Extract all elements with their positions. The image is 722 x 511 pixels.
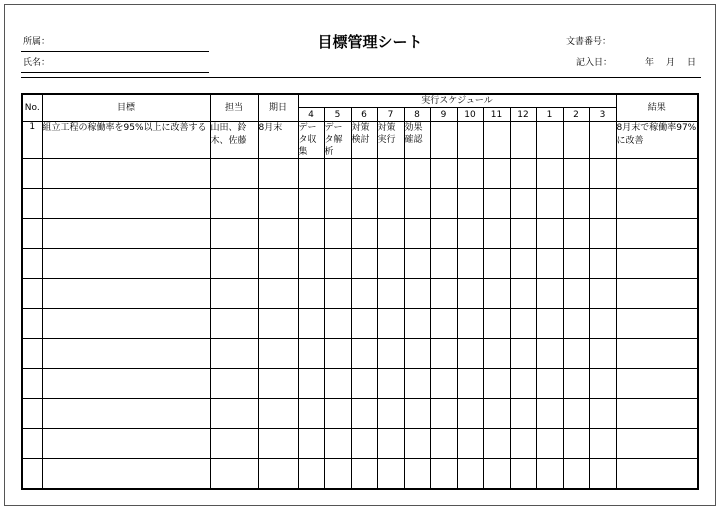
schedule-cell[interactable] bbox=[536, 309, 563, 339]
owner-cell[interactable] bbox=[210, 159, 258, 189]
year-label: 年 bbox=[645, 58, 655, 68]
table-row bbox=[22, 459, 698, 490]
schedule-cell[interactable] bbox=[563, 159, 589, 189]
schedule-cell[interactable] bbox=[457, 189, 483, 219]
month-header: 8 bbox=[404, 108, 430, 122]
schedule-cell[interactable] bbox=[324, 399, 351, 429]
deadline-cell[interactable] bbox=[258, 369, 298, 399]
goal-cell[interactable] bbox=[42, 159, 210, 189]
schedule-cell[interactable] bbox=[589, 429, 616, 459]
schedule-cell[interactable]: 対策検討 bbox=[351, 122, 377, 159]
schedule-cell[interactable] bbox=[536, 339, 563, 369]
schedule-cell[interactable] bbox=[536, 219, 563, 249]
schedule-cell[interactable] bbox=[563, 399, 589, 429]
deadline-cell[interactable] bbox=[258, 339, 298, 369]
month-header: 9 bbox=[430, 108, 457, 122]
schedule-cell[interactable] bbox=[351, 279, 377, 309]
schedule-cell[interactable] bbox=[298, 279, 324, 309]
schedule-cell[interactable] bbox=[298, 219, 324, 249]
schedule-cell[interactable] bbox=[377, 279, 404, 309]
schedule-cell[interactable] bbox=[404, 309, 430, 339]
schedule-cell[interactable] bbox=[536, 159, 563, 189]
schedule-cell[interactable] bbox=[536, 122, 563, 159]
schedule-cell[interactable]: 対策実行 bbox=[377, 122, 404, 159]
schedule-cell[interactable] bbox=[457, 399, 483, 429]
schedule-cell[interactable] bbox=[589, 399, 616, 429]
schedule-cell[interactable] bbox=[510, 159, 536, 189]
schedule-cell[interactable] bbox=[510, 369, 536, 399]
document-number-label: 文書番号： bbox=[566, 37, 612, 47]
goal-management-sheet bbox=[4, 4, 716, 506]
schedule-cell[interactable]: 効果確認 bbox=[404, 122, 430, 159]
schedule-cell[interactable] bbox=[536, 399, 563, 429]
col-header-owner: 担当 bbox=[210, 94, 258, 122]
schedule-cell[interactable] bbox=[351, 459, 377, 490]
schedule-cell[interactable] bbox=[589, 122, 616, 159]
schedule-cell[interactable] bbox=[510, 399, 536, 429]
schedule-cell[interactable] bbox=[404, 429, 430, 459]
schedule-cell[interactable] bbox=[377, 429, 404, 459]
schedule-cell[interactable] bbox=[563, 249, 589, 279]
schedule-cell[interactable] bbox=[430, 249, 457, 279]
schedule-cell[interactable] bbox=[589, 219, 616, 249]
schedule-cell[interactable] bbox=[351, 369, 377, 399]
row-number bbox=[22, 309, 42, 339]
schedule-cell[interactable] bbox=[298, 159, 324, 189]
schedule-cell[interactable] bbox=[457, 122, 483, 159]
result-cell[interactable]: 8月末で稼働率97%に改善 bbox=[616, 122, 698, 159]
goal-cell[interactable] bbox=[42, 309, 210, 339]
month-header: 3 bbox=[589, 108, 616, 122]
schedule-cell[interactable] bbox=[563, 429, 589, 459]
schedule-cell[interactable] bbox=[430, 399, 457, 429]
deadline-cell[interactable] bbox=[258, 429, 298, 459]
schedule-cell[interactable] bbox=[377, 399, 404, 429]
owner-cell[interactable] bbox=[210, 189, 258, 219]
schedule-cell[interactable] bbox=[351, 159, 377, 189]
schedule-cell[interactable] bbox=[457, 219, 483, 249]
schedule-cell[interactable] bbox=[483, 399, 510, 429]
deadline-cell[interactable] bbox=[258, 279, 298, 309]
schedule-cell[interactable] bbox=[563, 189, 589, 219]
result-cell[interactable] bbox=[616, 219, 698, 249]
row-number bbox=[22, 189, 42, 219]
result-cell[interactable] bbox=[616, 369, 698, 399]
schedule-cell[interactable] bbox=[536, 459, 563, 490]
goal-cell[interactable] bbox=[42, 219, 210, 249]
schedule-cell[interactable] bbox=[430, 159, 457, 189]
deadline-cell[interactable] bbox=[258, 399, 298, 429]
schedule-cell[interactable] bbox=[457, 369, 483, 399]
schedule-cell[interactable] bbox=[298, 309, 324, 339]
goal-table bbox=[21, 93, 699, 490]
schedule-cell[interactable] bbox=[377, 339, 404, 369]
schedule-cell[interactable] bbox=[377, 309, 404, 339]
schedule-cell[interactable] bbox=[483, 279, 510, 309]
owner-cell[interactable] bbox=[210, 279, 258, 309]
schedule-cell[interactable]: データ収集 bbox=[298, 122, 324, 159]
row-number bbox=[22, 279, 42, 309]
table-body bbox=[22, 122, 698, 490]
owner-cell[interactable] bbox=[210, 219, 258, 249]
owner-cell[interactable] bbox=[210, 339, 258, 369]
schedule-cell[interactable] bbox=[536, 279, 563, 309]
schedule-cell[interactable] bbox=[483, 459, 510, 490]
schedule-cell[interactable] bbox=[563, 459, 589, 490]
table-row bbox=[22, 429, 698, 459]
table-row bbox=[22, 122, 698, 159]
schedule-cell[interactable] bbox=[324, 159, 351, 189]
schedule-cell[interactable] bbox=[589, 249, 616, 279]
goal-cell[interactable] bbox=[42, 459, 210, 490]
schedule-cell[interactable] bbox=[483, 339, 510, 369]
table-row bbox=[22, 339, 698, 369]
schedule-cell[interactable] bbox=[563, 309, 589, 339]
schedule-cell[interactable] bbox=[457, 459, 483, 490]
schedule-cell[interactable] bbox=[483, 369, 510, 399]
day-label: 日 bbox=[687, 58, 697, 68]
schedule-cell[interactable] bbox=[430, 219, 457, 249]
schedule-cell[interactable] bbox=[404, 249, 430, 279]
affiliation-line bbox=[21, 51, 209, 52]
row-number: 1 bbox=[22, 122, 42, 159]
result-cell[interactable] bbox=[616, 339, 698, 369]
schedule-cell[interactable]: データ解析 bbox=[324, 122, 351, 159]
schedule-cell[interactable] bbox=[457, 249, 483, 279]
schedule-cell[interactable] bbox=[377, 369, 404, 399]
deadline-cell[interactable] bbox=[258, 159, 298, 189]
schedule-cell[interactable] bbox=[298, 249, 324, 279]
schedule-cell[interactable] bbox=[404, 279, 430, 309]
schedule-cell[interactable] bbox=[483, 309, 510, 339]
schedule-cell[interactable] bbox=[483, 159, 510, 189]
schedule-cell[interactable] bbox=[457, 339, 483, 369]
schedule-cell[interactable] bbox=[483, 122, 510, 159]
schedule-cell[interactable] bbox=[589, 279, 616, 309]
schedule-cell[interactable] bbox=[404, 339, 430, 369]
schedule-cell[interactable] bbox=[377, 219, 404, 249]
result-cell[interactable] bbox=[616, 249, 698, 279]
schedule-cell[interactable] bbox=[536, 369, 563, 399]
schedule-cell[interactable] bbox=[430, 339, 457, 369]
schedule-cell[interactable] bbox=[589, 309, 616, 339]
schedule-cell[interactable] bbox=[589, 189, 616, 219]
schedule-cell[interactable] bbox=[430, 122, 457, 159]
schedule-cell[interactable] bbox=[324, 279, 351, 309]
schedule-cell[interactable] bbox=[457, 309, 483, 339]
goal-cell[interactable] bbox=[42, 369, 210, 399]
schedule-cell[interactable] bbox=[298, 459, 324, 490]
col-header-result: 結果 bbox=[616, 94, 698, 122]
schedule-cell[interactable] bbox=[510, 122, 536, 159]
schedule-cell[interactable] bbox=[404, 399, 430, 429]
month-label: 月 bbox=[666, 58, 676, 68]
schedule-cell[interactable] bbox=[483, 429, 510, 459]
schedule-cell[interactable] bbox=[430, 309, 457, 339]
schedule-cell[interactable] bbox=[351, 249, 377, 279]
row-number bbox=[22, 249, 42, 279]
affiliation-label: 所属： bbox=[23, 37, 51, 47]
schedule-cell[interactable] bbox=[536, 249, 563, 279]
table-row bbox=[22, 309, 698, 339]
row-number bbox=[22, 219, 42, 249]
schedule-cell[interactable] bbox=[589, 159, 616, 189]
schedule-cell[interactable] bbox=[483, 189, 510, 219]
result-cell[interactable] bbox=[616, 189, 698, 219]
schedule-cell[interactable] bbox=[589, 339, 616, 369]
goal-cell[interactable]: 組立工程の稼働率を95%以上に改善する bbox=[42, 122, 210, 159]
schedule-cell[interactable] bbox=[351, 339, 377, 369]
schedule-cell[interactable] bbox=[377, 249, 404, 279]
schedule-cell[interactable] bbox=[324, 339, 351, 369]
col-header-schedule: 実行スケジュール bbox=[298, 94, 616, 108]
owner-cell[interactable] bbox=[210, 399, 258, 429]
deadline-cell[interactable] bbox=[258, 189, 298, 219]
schedule-cell[interactable] bbox=[430, 429, 457, 459]
name-line bbox=[21, 72, 209, 73]
deadline-cell[interactable] bbox=[258, 249, 298, 279]
schedule-cell[interactable] bbox=[457, 429, 483, 459]
schedule-cell[interactable] bbox=[457, 279, 483, 309]
col-header-goal: 目標 bbox=[42, 94, 210, 122]
deadline-cell[interactable] bbox=[258, 219, 298, 249]
month-header: 2 bbox=[563, 108, 589, 122]
schedule-cell[interactable] bbox=[536, 189, 563, 219]
goal-cell[interactable] bbox=[42, 189, 210, 219]
col-header-deadline: 期日 bbox=[258, 94, 298, 122]
row-number bbox=[22, 459, 42, 490]
schedule-cell[interactable] bbox=[510, 279, 536, 309]
table-row bbox=[22, 219, 698, 249]
schedule-cell[interactable] bbox=[510, 429, 536, 459]
owner-cell[interactable] bbox=[210, 369, 258, 399]
schedule-cell[interactable] bbox=[483, 219, 510, 249]
page-title: 目標管理シート bbox=[317, 33, 423, 51]
goal-cell[interactable] bbox=[42, 249, 210, 279]
schedule-cell[interactable] bbox=[430, 189, 457, 219]
table-row bbox=[22, 159, 698, 189]
month-header: 1 bbox=[536, 108, 563, 122]
schedule-cell[interactable] bbox=[430, 369, 457, 399]
schedule-cell[interactable] bbox=[589, 369, 616, 399]
table-row bbox=[22, 399, 698, 429]
schedule-cell[interactable] bbox=[563, 122, 589, 159]
schedule-cell[interactable] bbox=[351, 309, 377, 339]
schedule-cell[interactable] bbox=[377, 189, 404, 219]
schedule-cell[interactable] bbox=[404, 189, 430, 219]
result-cell[interactable] bbox=[616, 279, 698, 309]
result-cell[interactable] bbox=[616, 429, 698, 459]
schedule-cell[interactable] bbox=[589, 459, 616, 490]
schedule-cell[interactable] bbox=[536, 429, 563, 459]
table-row bbox=[22, 249, 698, 279]
table-row bbox=[22, 369, 698, 399]
deadline-cell[interactable]: 8月末 bbox=[258, 122, 298, 159]
row-number bbox=[22, 399, 42, 429]
schedule-cell[interactable] bbox=[298, 399, 324, 429]
owner-cell[interactable]: 山田、鈴木、佐藤 bbox=[210, 122, 258, 159]
table-row bbox=[22, 279, 698, 309]
schedule-cell[interactable] bbox=[457, 159, 483, 189]
schedule-cell[interactable] bbox=[351, 189, 377, 219]
schedule-cell[interactable] bbox=[377, 159, 404, 189]
schedule-cell[interactable] bbox=[324, 429, 351, 459]
schedule-cell[interactable] bbox=[510, 219, 536, 249]
schedule-cell[interactable] bbox=[483, 249, 510, 279]
deadline-cell[interactable] bbox=[258, 459, 298, 490]
result-cell[interactable] bbox=[616, 309, 698, 339]
schedule-cell[interactable] bbox=[324, 249, 351, 279]
goal-cell[interactable] bbox=[42, 279, 210, 309]
month-header: 5 bbox=[324, 108, 351, 122]
month-header: 4 bbox=[298, 108, 324, 122]
result-cell[interactable] bbox=[616, 459, 698, 490]
month-header: 7 bbox=[377, 108, 404, 122]
owner-cell[interactable] bbox=[210, 459, 258, 490]
schedule-cell[interactable] bbox=[510, 339, 536, 369]
goal-cell[interactable] bbox=[42, 429, 210, 459]
schedule-cell[interactable] bbox=[510, 459, 536, 490]
month-header: 6 bbox=[351, 108, 377, 122]
owner-cell[interactable] bbox=[210, 429, 258, 459]
schedule-cell[interactable] bbox=[430, 279, 457, 309]
goal-cell[interactable] bbox=[42, 399, 210, 429]
row-number bbox=[22, 339, 42, 369]
schedule-cell[interactable] bbox=[351, 399, 377, 429]
month-header: 12 bbox=[510, 108, 536, 122]
schedule-cell[interactable] bbox=[430, 459, 457, 490]
schedule-cell[interactable] bbox=[298, 339, 324, 369]
result-cell[interactable] bbox=[616, 399, 698, 429]
schedule-cell[interactable] bbox=[377, 459, 404, 490]
schedule-cell[interactable] bbox=[563, 219, 589, 249]
schedule-cell[interactable] bbox=[324, 459, 351, 490]
col-header-no: No. bbox=[22, 94, 42, 122]
schedule-cell[interactable] bbox=[298, 429, 324, 459]
schedule-cell[interactable] bbox=[404, 219, 430, 249]
result-cell[interactable] bbox=[616, 159, 698, 189]
schedule-cell[interactable] bbox=[298, 189, 324, 219]
schedule-cell[interactable] bbox=[351, 219, 377, 249]
table-row bbox=[22, 189, 698, 219]
goal-cell[interactable] bbox=[42, 339, 210, 369]
row-number bbox=[22, 429, 42, 459]
row-number bbox=[22, 159, 42, 189]
entry-date-label: 記入日： bbox=[576, 58, 613, 68]
header-divider bbox=[21, 77, 701, 78]
name-label: 氏名： bbox=[23, 58, 51, 68]
schedule-cell[interactable] bbox=[324, 309, 351, 339]
schedule-cell[interactable] bbox=[404, 159, 430, 189]
schedule-cell[interactable] bbox=[324, 219, 351, 249]
schedule-cell[interactable] bbox=[510, 249, 536, 279]
schedule-cell[interactable] bbox=[351, 429, 377, 459]
schedule-cell[interactable] bbox=[324, 189, 351, 219]
schedule-cell[interactable] bbox=[510, 189, 536, 219]
month-header: 10 bbox=[457, 108, 483, 122]
schedule-cell[interactable] bbox=[298, 369, 324, 399]
schedule-cell[interactable] bbox=[510, 309, 536, 339]
deadline-cell[interactable] bbox=[258, 309, 298, 339]
month-header: 11 bbox=[483, 108, 510, 122]
schedule-cell[interactable] bbox=[404, 369, 430, 399]
owner-cell[interactable] bbox=[210, 309, 258, 339]
schedule-cell[interactable] bbox=[324, 369, 351, 399]
schedule-cell[interactable] bbox=[563, 279, 589, 309]
schedule-cell[interactable] bbox=[563, 369, 589, 399]
schedule-cell[interactable] bbox=[404, 459, 430, 490]
schedule-cell[interactable] bbox=[563, 339, 589, 369]
row-number bbox=[22, 369, 42, 399]
owner-cell[interactable] bbox=[210, 249, 258, 279]
